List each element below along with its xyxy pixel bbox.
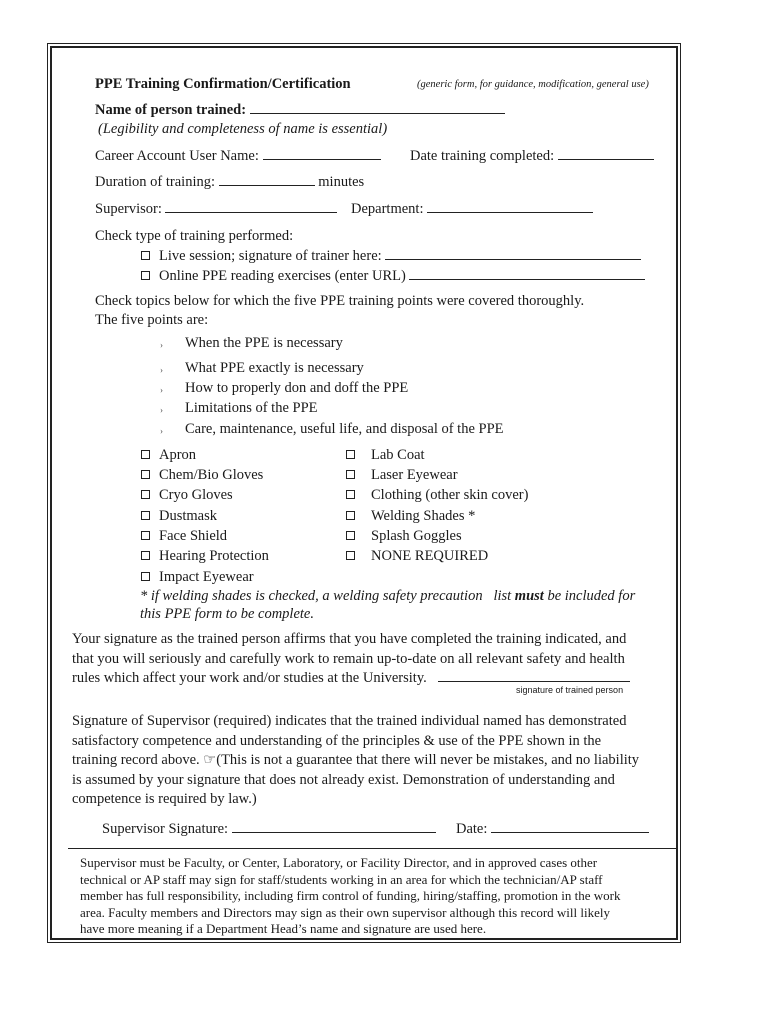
form-title: PPE Training Confirmation/Certification [95, 76, 351, 92]
duration-row [95, 173, 364, 191]
training-option-label: Live session; signature of trainer here: [159, 248, 382, 264]
checkbox[interactable] [346, 551, 355, 560]
career-account-row [95, 147, 381, 165]
welding-note-line2: this PPE form to be complete. [140, 606, 314, 622]
bullet-icon: › [160, 385, 163, 395]
signature-date-label: Date: [456, 821, 488, 837]
date-completed-input-line[interactable] [558, 147, 654, 160]
point-item: Limitations of the PPE [185, 400, 318, 416]
ppe-item-label: Laser Eyewear [371, 467, 458, 483]
statement-line: Your signature as the trained person affirms that you have completed the training indicated, and [72, 631, 627, 647]
ppe-item-dustmask [141, 508, 217, 525]
footer-line: area. Faculty members and Directors may sign as their own supervisor although this record will likely [80, 904, 610, 920]
duration-unit: minutes [318, 174, 365, 190]
training-option-live [141, 247, 641, 265]
ppe-item-label: Chem/Bio Gloves [159, 467, 264, 483]
career-account-label: Career Account User Name: [95, 148, 259, 164]
department-label: Department: [351, 201, 424, 217]
signature-caption: signature of trained person [516, 685, 624, 695]
welding-note [140, 588, 635, 605]
supervisor-input-line[interactable] [165, 200, 337, 213]
trainer-signature-line[interactable] [385, 247, 641, 260]
checkbox[interactable] [141, 470, 150, 479]
statement-line: training record above. ☞(This is not a guarantee that there will never be mistakes, and no liability [72, 752, 640, 768]
url-input-line[interactable] [409, 267, 645, 280]
statement-line: that you will seriously and carefully work to remain up-to-date on all relevant safety and health [72, 650, 625, 667]
supervisor-label: Supervisor: [95, 201, 162, 217]
duration-label: Duration of training: [95, 174, 216, 190]
checkbox[interactable] [346, 470, 355, 479]
ppe-item-chem-bio-gloves [141, 467, 263, 484]
checkbox[interactable] [346, 511, 355, 520]
checkbox[interactable] [346, 531, 355, 540]
checkbox[interactable] [346, 450, 355, 459]
form-subtitle: (generic form, for guidance, modification, general use) [417, 79, 649, 90]
welding-note-emphasis: must [514, 588, 544, 604]
footer-line: Supervisor must be Faculty, or Center, Laboratory, or Facility Director, and in approved cases other [80, 855, 598, 870]
training-type-heading: Check type of training performed: [95, 228, 294, 244]
ppe-item-apron [141, 447, 196, 464]
point-item: What PPE exactly is necessary [185, 360, 364, 376]
checkbox[interactable] [141, 450, 150, 459]
topics-subheading: The five points are: [95, 312, 209, 328]
welding-note-text: * if welding shades is checked, a welding safety precaution list [140, 588, 515, 604]
point-item: Care, maintenance, useful life, and disposal of the PPE [185, 421, 504, 437]
footer-note [80, 855, 621, 938]
welding-note-text: be included for [543, 588, 636, 604]
statement-line: Signature of Supervisor (required) indicates that the trained individual named has demonstrated [72, 713, 627, 729]
ppe-item-label: Hearing Protection [159, 548, 269, 564]
ppe-item-face-shield [141, 528, 227, 545]
date-completed-row [410, 147, 654, 165]
ppe-item-splash-goggles [346, 528, 462, 545]
bullet-icon: › [160, 340, 163, 350]
signature-date-row [456, 820, 649, 838]
ppe-item-label: Impact Eyewear [159, 569, 254, 585]
ppe-item-label: Welding Shades * [371, 508, 476, 524]
ppe-item-label: Cryo Gloves [159, 487, 233, 503]
checkbox[interactable] [141, 490, 150, 499]
training-option-label: Online PPE reading exercises (enter URL) [159, 268, 406, 284]
checkbox[interactable] [141, 572, 150, 581]
checkbox[interactable] [141, 531, 150, 540]
ppe-item-label: Apron [159, 447, 197, 463]
ppe-item-label: Clothing (other skin cover) [371, 487, 529, 503]
supervisor-signature-line[interactable] [232, 820, 436, 833]
point-item: When the PPE is necessary [185, 335, 343, 351]
footer-line: technical or AP staff may sign for staff/students working in an area for which the technician/AP staff [80, 871, 603, 887]
checkbox[interactable] [346, 490, 355, 499]
ppe-item-label: Face Shield [159, 528, 228, 544]
footer-line: member has full responsibility, including firm control of funding, hiring/staffing, promotion in the work [80, 888, 621, 903]
training-option-online [141, 267, 645, 285]
supervisor-signature-row [102, 820, 436, 838]
ppe-item-label: Splash Goggles [371, 528, 462, 544]
ppe-item-welding-shades [346, 508, 475, 525]
department-row [351, 200, 593, 218]
supervisor-signature-label: Supervisor Signature: [102, 821, 229, 837]
footer-line: have more meaning if a Department Head’s name and signature are used here. [80, 921, 487, 936]
supervisor-statement [72, 712, 639, 810]
name-note: (Legibility and completeness of name is essential) [98, 121, 388, 137]
signature-date-line[interactable] [491, 820, 649, 833]
ppe-item-clothing [346, 487, 528, 504]
name-label: Name of person trained: [95, 102, 247, 118]
name-input-line[interactable] [250, 101, 505, 114]
trainee-signature-line[interactable] [438, 669, 630, 682]
ppe-item-cryo-gloves [141, 487, 233, 504]
name-row [95, 101, 505, 119]
statement-text: rules which affect your work and/or studies at the University. [72, 670, 427, 686]
point-item: How to properly don and doff the PPE [185, 380, 409, 396]
ppe-item-hearing-protection [141, 548, 269, 565]
trainee-statement [72, 630, 630, 689]
career-account-input-line[interactable] [263, 147, 381, 160]
bullet-icon: › [160, 405, 163, 415]
ppe-item-none-required [346, 548, 488, 565]
statement-line: satisfactory competence and understanding of the principles & use of the PPE shown in the [72, 732, 602, 749]
statement-line: competence is required by law.) [72, 791, 257, 807]
topics-heading: Check topics below for which the five PPE training points were covered thoroughly. [95, 293, 585, 309]
date-completed-label: Date training completed: [410, 148, 555, 164]
bullet-icon: › [160, 365, 163, 375]
ppe-item-label: Lab Coat [371, 447, 425, 463]
ppe-item-lab-coat [346, 447, 425, 464]
department-input-line[interactable] [427, 200, 593, 213]
supervisor-row [95, 200, 337, 218]
checkbox[interactable] [141, 251, 150, 260]
ppe-item-label: NONE REQUIRED [371, 548, 489, 564]
ppe-item-label: Dustmask [159, 508, 217, 524]
statement-line: is assumed by your signature that does not already exist. Demonstration of understanding and [72, 771, 615, 788]
checkbox[interactable] [141, 551, 150, 560]
ppe-item-impact-eyewear [141, 569, 254, 586]
duration-input-line[interactable] [219, 173, 315, 186]
ppe-item-laser-eyewear [346, 467, 458, 484]
bullet-icon: › [160, 426, 163, 436]
checkbox[interactable] [141, 271, 150, 280]
checkbox[interactable] [141, 511, 150, 520]
